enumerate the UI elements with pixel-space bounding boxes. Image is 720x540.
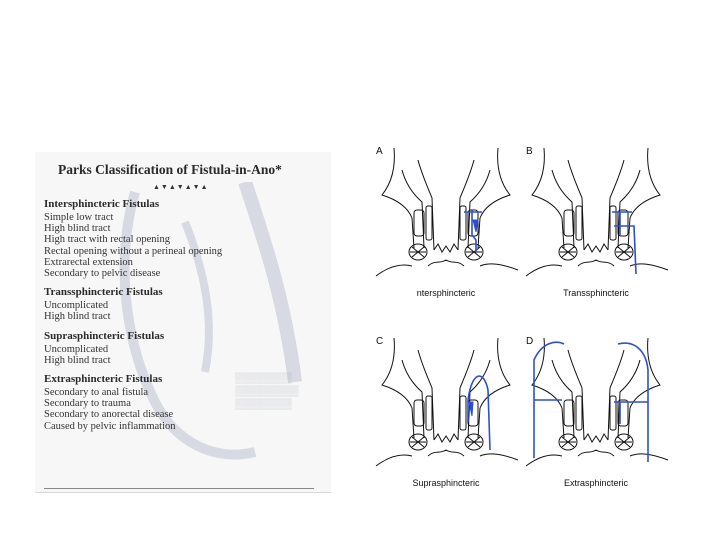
- panel-caption: ntersphincteric: [416, 288, 476, 298]
- panel-b: [522, 140, 670, 312]
- section-transsphincteric: [44, 286, 324, 322]
- section-extrasphincteric: [44, 373, 324, 432]
- panel-letter: D: [526, 336, 534, 347]
- list-item: High blind tract: [44, 354, 111, 366]
- panel-letter: B: [526, 146, 533, 157]
- list-item: Uncomplicated: [44, 343, 109, 355]
- section-heading: Transsphincteric Fistulas: [44, 286, 163, 299]
- list-item: Rectal opening without a perineal opening: [44, 245, 223, 257]
- list-item: Secondary to anorectal disease: [44, 409, 174, 421]
- panel-a: [372, 140, 520, 312]
- list-item: Secondary to anal fistula: [44, 387, 149, 399]
- list-item: High blind tract: [44, 223, 111, 235]
- list-item: High tract with rectal opening: [44, 234, 170, 246]
- list-item: High blind tract: [44, 311, 111, 323]
- list-item: Extrarectal extension: [44, 256, 133, 268]
- ornament-divider: ▲▼▲▼▲▼▲: [153, 183, 209, 191]
- panel-letter: C: [376, 336, 384, 347]
- table-title: Parks Classification of Fistula-in-Ano*: [58, 162, 282, 177]
- section-intersphincteric: [44, 198, 324, 279]
- section-heading: Extrasphincteric Fistulas: [44, 373, 163, 386]
- list-item: Simple low tract: [44, 212, 114, 223]
- bleed-through-text: ▒▒▒▒▒▒▒▒ ▒▒▒▒▒▒▒▒▒ ▒▒▒▒▒▒▒▒: [235, 373, 299, 410]
- fistula-tract-intersphincteric: [372, 140, 520, 288]
- panel-caption: Suprasphincteric: [412, 478, 480, 488]
- section-heading: Suprasphincteric Fistulas: [44, 329, 165, 342]
- panel-c: [372, 330, 520, 502]
- panel-letter: A: [376, 146, 383, 157]
- classification-table-scan: [35, 152, 331, 493]
- panel-caption: Transsphincteric: [563, 288, 629, 298]
- list-item: Secondary to pelvic disease: [44, 268, 161, 280]
- list-item: Secondary to trauma: [44, 398, 131, 410]
- list-item: Caused by pelvic inflammation: [44, 420, 176, 432]
- panel-d: [522, 330, 670, 502]
- panel-caption: Extrasphincteric: [563, 478, 629, 488]
- fistula-tract-transsphincteric: [522, 140, 670, 288]
- fistula-tract-suprasphincteric: [372, 330, 520, 478]
- bottom-rule: [44, 488, 314, 489]
- classification-list: [44, 198, 324, 439]
- list-item: Uncomplicated: [44, 300, 109, 312]
- fistula-diagram-figure: [372, 140, 670, 500]
- fistula-tract-extrasphincteric: [522, 330, 670, 478]
- section-suprasphincteric: [44, 330, 324, 366]
- section-heading: Intersphincteric Fistulas: [44, 198, 160, 210]
